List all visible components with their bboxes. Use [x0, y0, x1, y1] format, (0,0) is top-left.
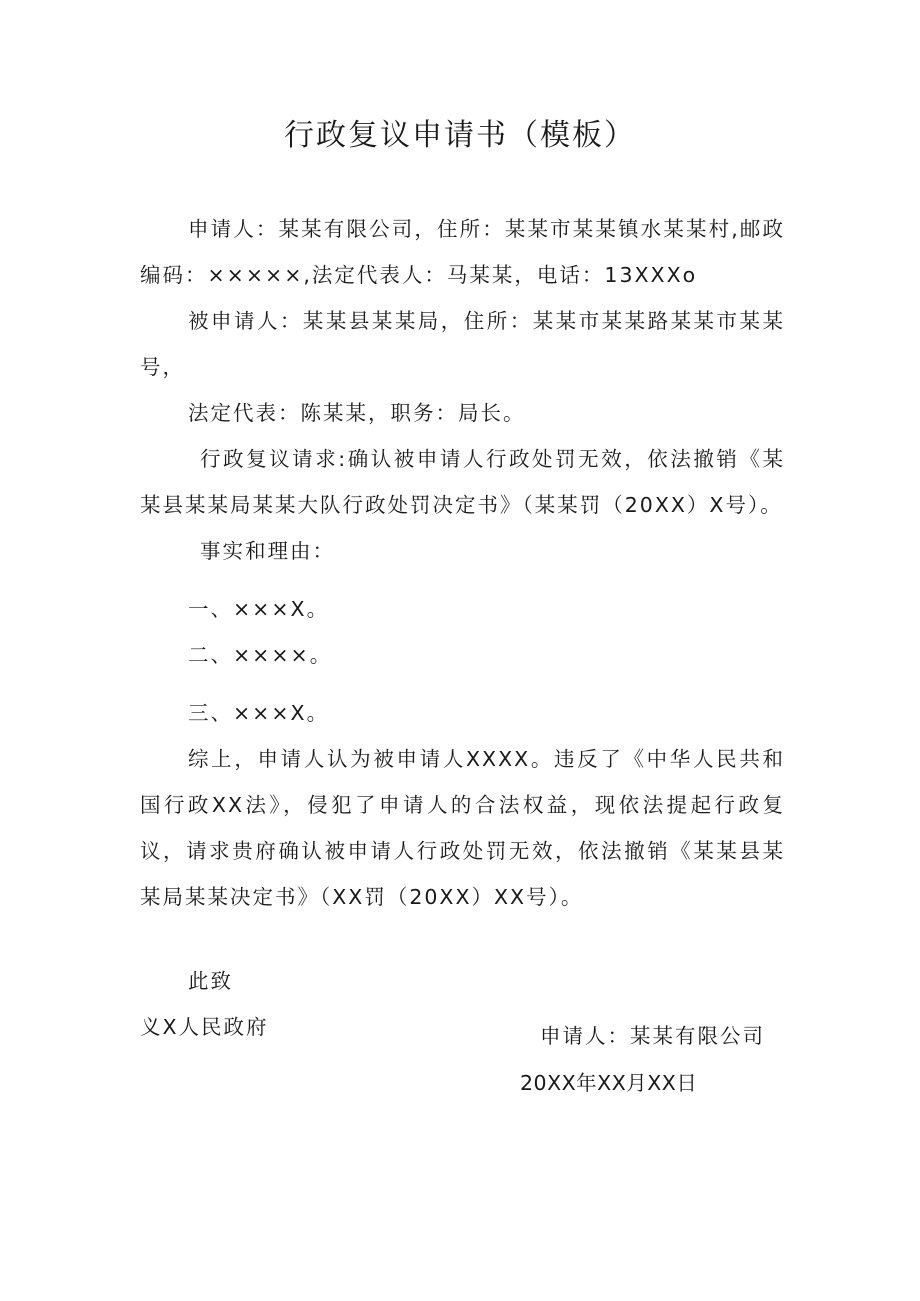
spacer	[140, 920, 785, 958]
applicant-paragraph: 申请人：某某有限公司，住所：某某市某某镇水某某村,邮政编码：×××××,法定代表人：马某某，电话：13XXXo	[140, 217, 785, 287]
spacer	[140, 678, 785, 690]
fact-item-2: 二、××××。	[188, 643, 333, 667]
signature-date: 20XX年XX月XX日	[520, 1071, 698, 1095]
legal-representative-paragraph: 法定代表：陈某某，职务：局长。	[188, 401, 526, 425]
request-paragraph: 行政复议请求:确认被申请人行政处罚无效，依法撤销《某某县某某局某某大队行政处罚决定书》（某某罚（20XX）X号）。	[140, 447, 785, 517]
facts-heading: 事实和理由：	[200, 539, 335, 563]
salutation: 此致	[188, 969, 233, 993]
respondent-paragraph: 被申请人：某某县某某局，住所：某某市某某路某某市某某号，	[140, 309, 785, 379]
conclusion-paragraph: 综上，申请人认为被申请人XXXX。违反了《中华人民共和国行政XX法》，侵犯了申请人的合法权益，现依法提起行政复议，请求贵府确认被申请人行政处罚无效，依法撤销《某某县某某局某某决定书》（XX罚（20XX）XX号）。	[140, 747, 785, 909]
signature-line: 申请人：某某有限公司	[540, 1024, 765, 1048]
recipient: 义X人民政府	[140, 1015, 269, 1039]
fact-item-1: 一、×××X。	[188, 597, 330, 621]
fact-item-3: 三、×××X。	[188, 701, 330, 725]
document-body	[140, 206, 785, 1050]
spacer	[140, 574, 785, 586]
document-title: 行政复议申请书（模板）	[284, 118, 636, 153]
